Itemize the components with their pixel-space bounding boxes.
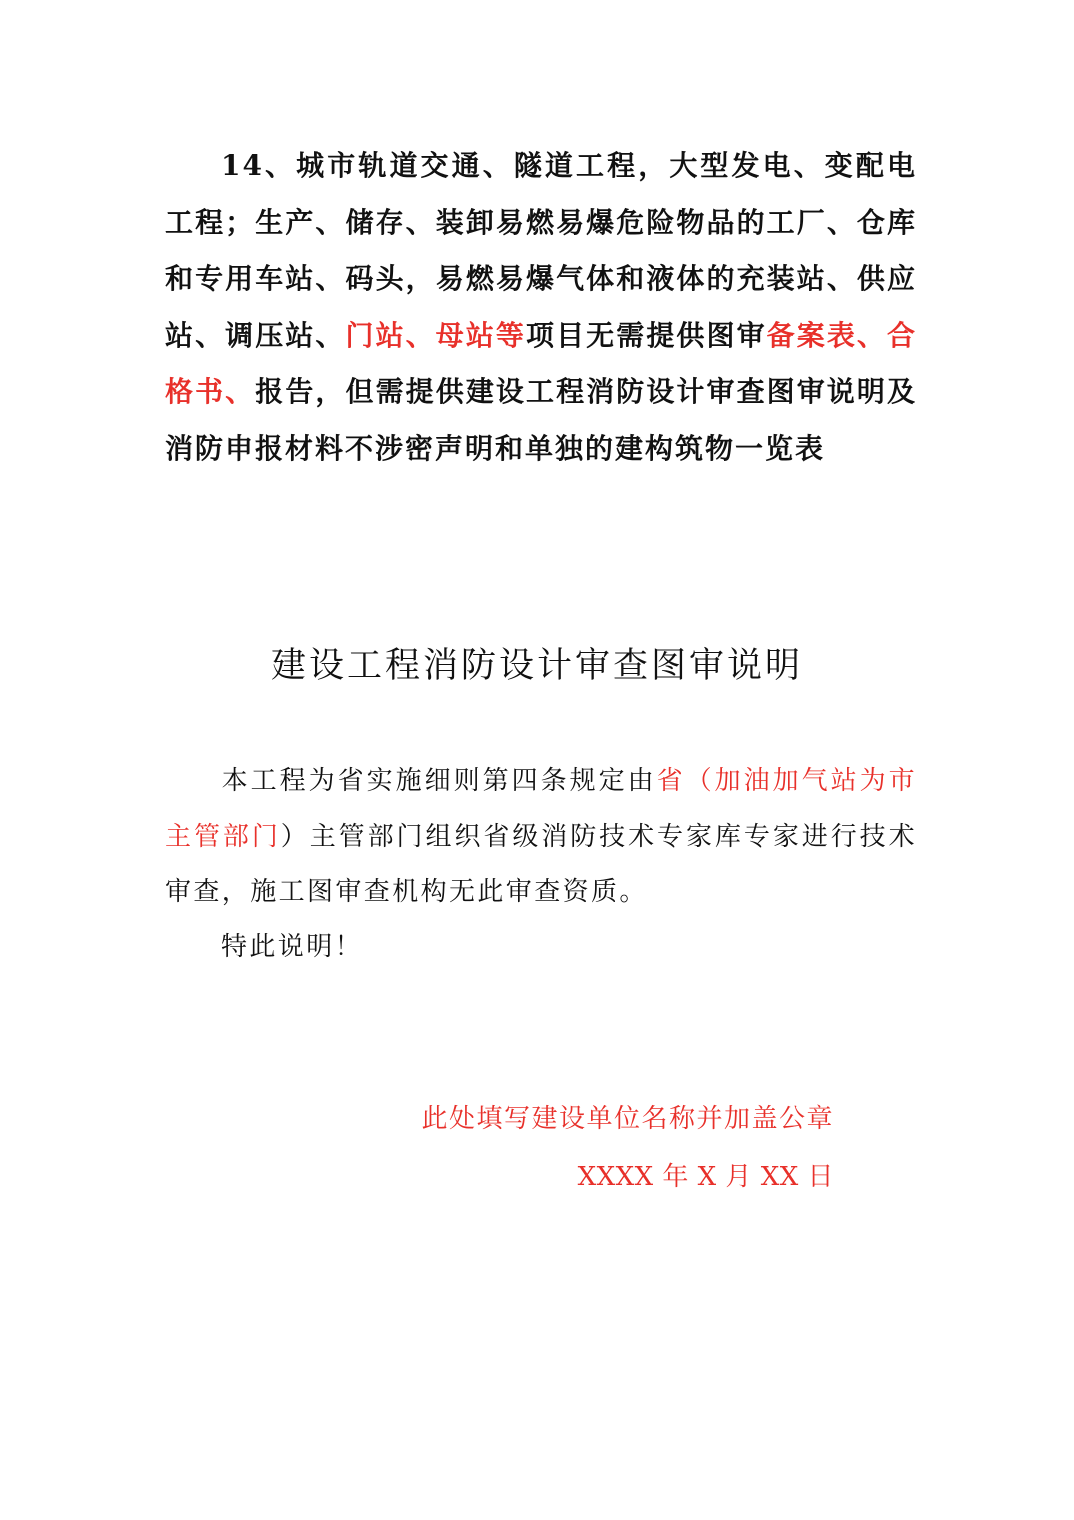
notice-paragraph [165, 138, 917, 477]
body-highlight-department: 省（加油加气站为市主管部门 [165, 766, 917, 852]
body-text-2: ）主管部门组织省级消防技术专家库专家进行技术审查，施工图审查机构无此审查资质。 [165, 821, 917, 907]
closing-statement: 特此说明！ [221, 932, 364, 962]
notice-highlight-stations: 门站、母站等 [345, 318, 526, 352]
notice-text-2: 项目无需提供图审 [526, 318, 767, 352]
signature-date: XXXX 年 X 月 XX 日 [577, 1162, 834, 1192]
document-title: 建设工程消防设计审查图审说明 [270, 646, 803, 686]
notice-text-1: 14、城市轨道交通、隧道工程，大型发电、变配电工程；生产、储存、装卸易燃易爆危险物品的工厂、仓库和专用车站、码头，易燃易爆气体和液体的充装站、供应站、调压站、 [165, 149, 917, 352]
body-text-1: 本工程为省实施细则第四条规定由 [221, 766, 657, 796]
notice-highlight-forms: 备案表、合格书、 [165, 318, 917, 408]
body-paragraph [165, 754, 917, 921]
signature-block [421, 1090, 834, 1206]
signature-unit: 此处填写建设单位名称并加盖公章 [421, 1104, 834, 1134]
notice-text-3: 报告，但需提供建设工程消防设计审查图审说明及消防申报材料不涉密声明和单独的建构筑物一览表 [165, 375, 917, 465]
